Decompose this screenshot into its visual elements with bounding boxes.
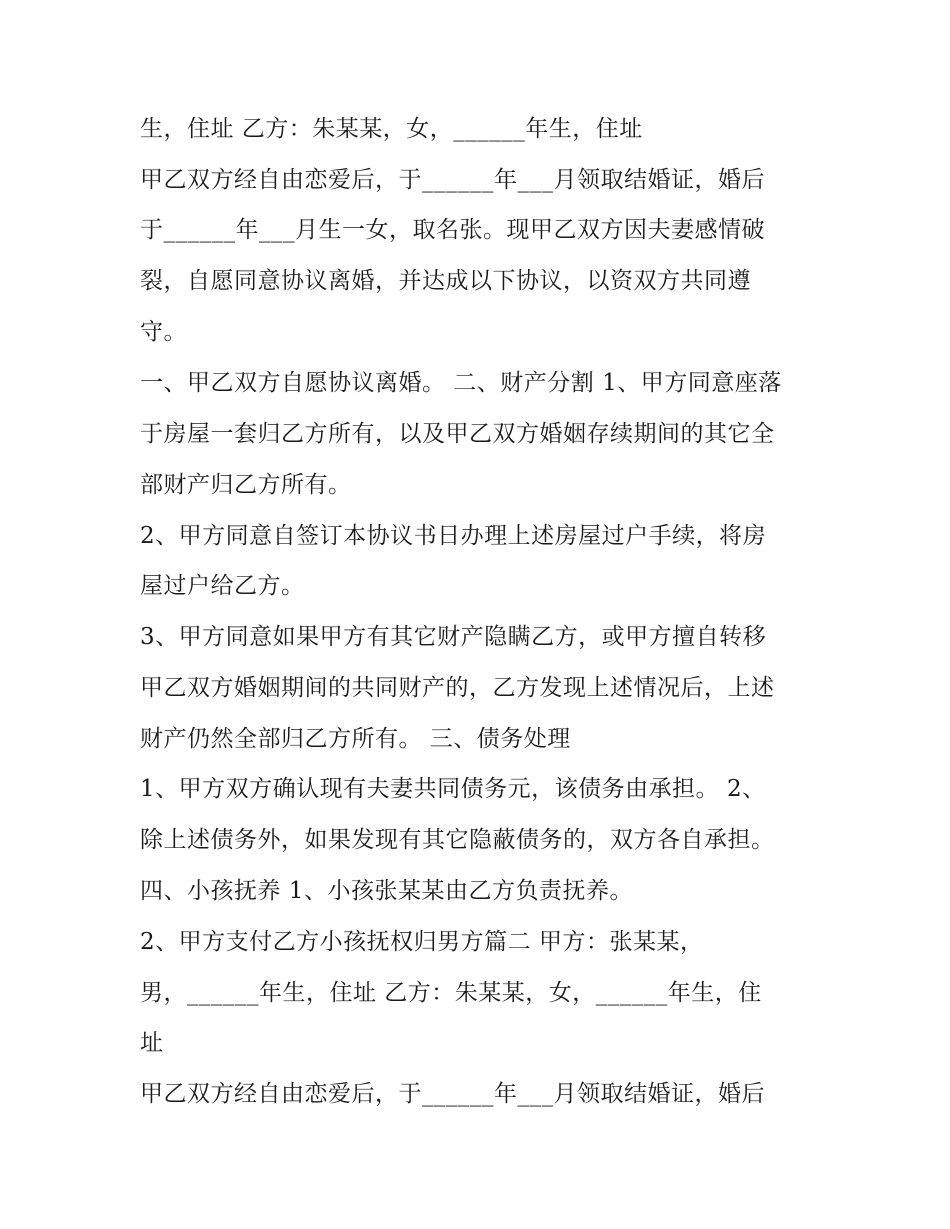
text-line: 1、甲方双方确认现有夫妻共同债务元，该债务由承担。 2、: [140, 776, 766, 802]
text-line: 屋过户给乙方。: [140, 573, 305, 599]
text-line: 部财产归乙方所有。: [140, 472, 352, 498]
text-line: 除上述债务外，如果发现有其它隐蔽债务的，双方各自承担。: [140, 827, 775, 853]
text-line: 2、甲方支付乙方小孩抚权归男方篇二 甲方：张某某，: [140, 929, 704, 955]
text-line: 甲乙双方经自由恋爱后，于______年___月领取结婚证，婚后: [140, 167, 765, 193]
text-line: 于______年___月生一女，取名张。现甲乙双方因夫妻感情破: [140, 217, 765, 243]
text-line: 3、甲方同意如果甲方有其它财产隐瞒乙方，或甲方擅自转移: [140, 624, 767, 650]
text-line: 财产仍然全部归乙方所有。 三、债务处理: [140, 726, 571, 752]
text-line: 于房屋一套归乙方所有，以及甲乙双方婚姻存续期间的其它全: [140, 421, 775, 447]
text-line: 址: [140, 1030, 164, 1056]
text-line: 裂，自愿同意协议离婚，并达成以下协议，以资双方共同遵: [140, 268, 751, 294]
text-line: 甲乙双方经自由恋爱后，于______年___月领取结婚证，婚后: [140, 1081, 765, 1107]
text-line: 守。: [140, 319, 187, 345]
text-line: 生，住址 乙方：朱某某，女，______年生，住址: [140, 116, 643, 142]
text-line: 四、小孩抚养 1、小孩张某某由乙方负责抚养。: [140, 878, 633, 904]
text-line: 甲乙双方婚姻期间的共同财产的，乙方发现上述情况后，上述: [140, 675, 775, 701]
text-line: 一、甲乙双方自愿协议离婚。 二、财产分割 1、甲方同意座落: [140, 370, 782, 396]
text-line: 2、甲方同意自签订本协议书日办理上述房屋过户手续，将房: [140, 523, 767, 549]
text-line: 男，______年生，住址 乙方：朱某某，女，______年生，住: [140, 980, 762, 1006]
